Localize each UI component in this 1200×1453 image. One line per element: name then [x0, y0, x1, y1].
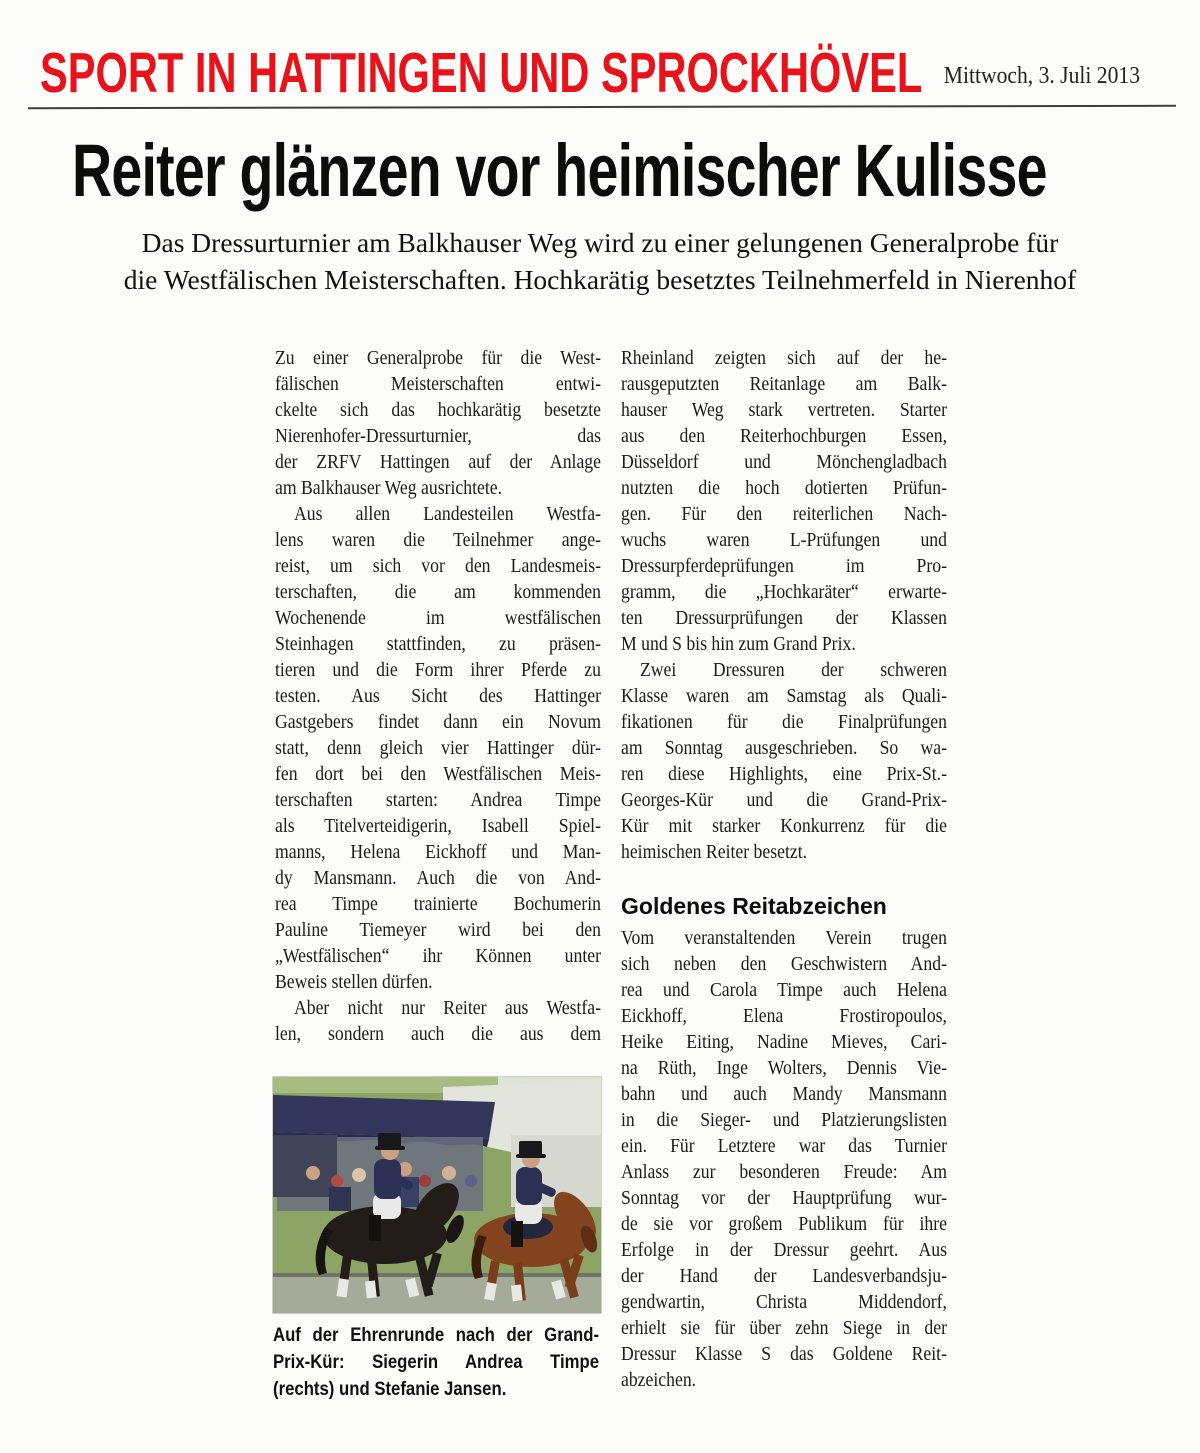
text-line: Erfolge in der Dressur geehrt. Aus	[621, 1239, 947, 1261]
text-line: rausgeputzten Reitanlage am Balk-	[621, 373, 947, 395]
section-title: SPORT IN HATTINGEN UND SPROCKHÖVEL	[40, 41, 923, 105]
text-line: die Westfälischen Meisterschaften. Hochkarätig besetztes Teilnehmerfeld in Nierenhof	[123, 264, 1077, 295]
text-line: na Rüth, Inge Wolters, Dennis Vie-	[621, 1057, 947, 1079]
text-line: am Sonntag ausgeschrieben. So wa-	[621, 737, 947, 759]
paragraph	[275, 345, 601, 501]
text-line: Vom veranstaltenden Verein trugen	[621, 927, 947, 949]
paragraph	[273, 1322, 599, 1403]
text-line: Heike Eiting, Nadine Mieves, Cari-	[621, 1031, 947, 1053]
text-line: „Westfälischen“ ihr Können unter	[275, 945, 601, 967]
paragraph	[621, 345, 947, 657]
text-line: fälischen Meisterschaften entwi-	[275, 373, 601, 395]
text-line: Aber nicht nur Reiter aus Westfa-	[293, 997, 601, 1019]
text-line: rea und Carola Timpe auch Helena	[621, 979, 947, 1001]
text-line: sich neben den Geschwistern And-	[621, 953, 947, 975]
text-line: hauser Weg stark vertreten. Starter	[621, 399, 947, 421]
text-line: Sonntag vor der Hauptprüfung wur-	[621, 1187, 947, 1209]
text-line: Anlass zur besonderen Freude: Am	[621, 1161, 947, 1183]
text-line: Klasse waren am Samstag als Quali-	[621, 685, 947, 707]
text-line: Gastgebers findet dann ein Novum	[275, 711, 601, 733]
text-line: Nierenhofer-Dressurturnier, das	[275, 425, 601, 447]
text-line: am Balkhauser Weg ausrichtete.	[275, 477, 503, 499]
text-line: Das Dressurturnier am Balkhauser Weg wird zu einer gelungenen Generalprobe für	[141, 227, 1059, 258]
text-line: der ZRFV Hattingen auf der Anlage	[275, 451, 601, 473]
column-left	[275, 345, 601, 1047]
crosshead: Goldenes Reitabzeichen	[621, 893, 887, 919]
text-line: Dressur Klasse S das Goldene Reit-	[621, 1343, 947, 1365]
issue-date: Mittwoch, 3. Juli 2013	[943, 63, 1140, 89]
article-photo	[273, 1077, 601, 1313]
text-line: manns, Helena Eickhoff und Man-	[275, 841, 601, 863]
text-line: lens waren die Teilnehmer ange-	[275, 529, 601, 551]
text-line: Kür mit starker Konkurrenz für die	[621, 815, 947, 837]
text-line: aus den Reiterhochburgen Essen,	[621, 425, 947, 447]
text-line: ckelte sich das hochkarätig besetzte	[275, 399, 601, 421]
text-line: Georges-Kür und die Grand-Prix-	[621, 789, 947, 811]
headline: Reiter glänzen vor heimischer Kulisse	[72, 129, 1047, 212]
text-line: terschaften starten: Andrea Timpe	[275, 789, 601, 811]
text-line: ren diese Highlights, eine Prix-St.-	[621, 763, 947, 785]
text-line: Aus allen Landesteilen Westfa-	[293, 503, 601, 525]
text-line: fen dort bei den Westfälischen Meis-	[275, 763, 601, 785]
text-line: terschaften, die am kommenden	[275, 581, 601, 603]
text-line: erhielt sie für über zehn Siege in der	[621, 1317, 947, 1339]
text-line: Wochenende im westfälischen	[275, 607, 601, 629]
text-line: Zu einer Generalprobe für die West-	[275, 347, 601, 369]
text-line: Rheinland zeigten sich auf der he-	[621, 347, 947, 369]
column-right	[621, 345, 947, 1393]
text-line: Prix-Kür: Siegerin Andrea Timpe	[273, 1351, 600, 1373]
text-line: Zwei Dressuren der schweren	[639, 659, 947, 681]
paragraph	[621, 925, 947, 1393]
subheadline	[0, 224, 1200, 298]
photo-caption	[273, 1322, 599, 1403]
text-line: Auf der Ehrenrunde nach der Grand-	[273, 1324, 600, 1346]
text-line: testen. Aus Sicht des Hattinger	[275, 685, 601, 707]
text-line: M und S bis hin zum Grand Prix.	[621, 633, 856, 655]
text-line: Beweis stellen dürfen.	[275, 971, 433, 993]
text-line: ein. Für Letztere war das Turnier	[621, 1135, 947, 1157]
text-line: gen. Für den reiterlichen Nach-	[621, 503, 947, 525]
text-line: fikationen für die Finalprüfungen	[621, 711, 947, 733]
text-line: len, sondern auch die aus dem	[275, 1023, 601, 1045]
text-line: (rechts) und Stefanie Jansen.	[273, 1378, 507, 1400]
paragraph	[275, 501, 601, 995]
text-line: Dressurpferdeprüfungen im Pro-	[621, 555, 947, 577]
text-line: Düsseldorf und Mönchengladbach	[621, 451, 947, 473]
text-line: reist, um sich vor den Landesmeis-	[275, 555, 601, 577]
text-line: dy Mansmann. Auch die von And-	[275, 867, 601, 889]
text-line: gendwartin, Christa Middendorf,	[621, 1291, 947, 1313]
text-line: als Titelverteidigerin, Isabell Spiel-	[275, 815, 601, 837]
text-line: Steinhagen stattfinden, zu präsen-	[275, 633, 601, 655]
text-line: gramm, die „Hochkaräter“ erwarte-	[621, 581, 947, 603]
text-line: nutzten die hoch dotierten Prüfun-	[621, 477, 947, 499]
text-line: Pauline Tiemeyer wird bei den	[275, 919, 601, 941]
text-line: in die Sieger- und Platzierungslisten	[621, 1109, 947, 1131]
photo-illustration	[273, 1077, 601, 1313]
paragraph	[275, 995, 601, 1047]
masthead-rule	[28, 105, 1176, 109]
text-line: rea Timpe trainierte Bochumerin	[275, 893, 601, 915]
text-line: heimischen Reiter besetzt.	[621, 841, 808, 863]
text-line: wuchs waren L-Prüfungen und	[621, 529, 947, 551]
text-line: ten Dressurprüfungen der Klassen	[621, 607, 947, 629]
text-line: der Hand der Landesverbandsju-	[621, 1265, 947, 1287]
column-right-bottom	[621, 925, 947, 1393]
text-line: statt, denn gleich vier Hattinger dür-	[275, 737, 601, 759]
text-line: Eickhoff, Elena Frostiropoulos,	[621, 1005, 947, 1027]
text-line: bahn und auch Mandy Mansmann	[621, 1083, 947, 1105]
column-right-top	[621, 345, 947, 865]
text-line: abzeichen.	[621, 1369, 697, 1391]
text-line: tieren und die Form ihrer Pferde zu	[275, 659, 601, 681]
text-line: de sie vor großem Publikum für ihre	[621, 1213, 947, 1235]
paragraph	[621, 657, 947, 865]
